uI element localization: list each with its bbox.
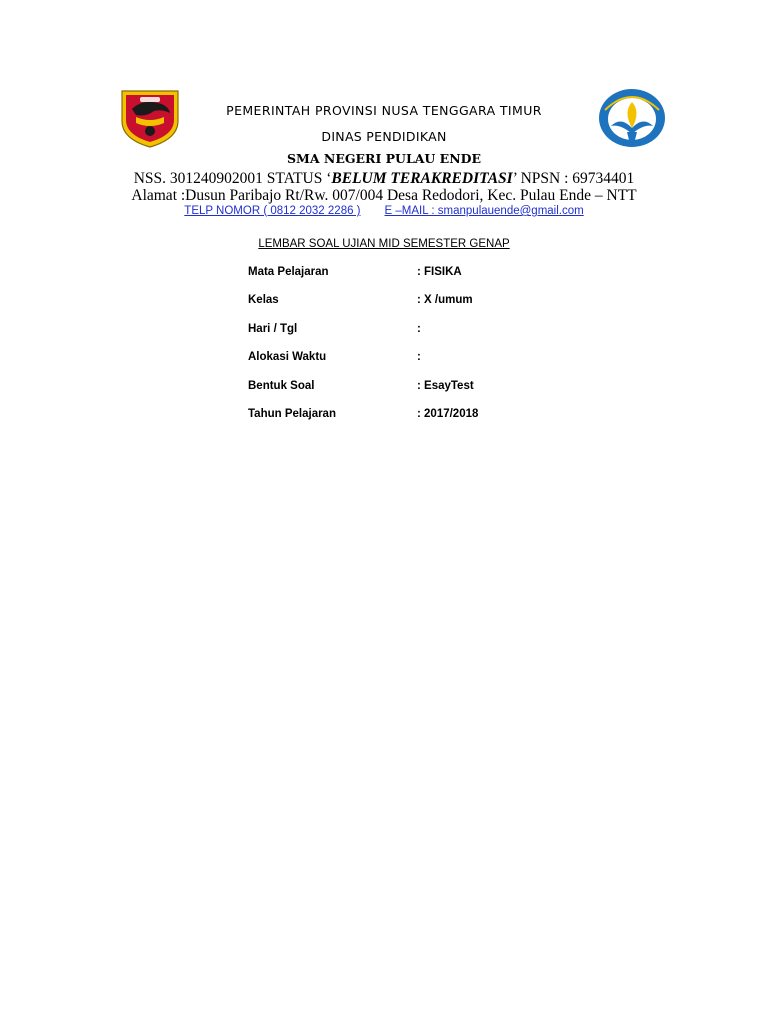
info-value: : EsayTest bbox=[417, 380, 474, 392]
info-value: : bbox=[417, 323, 421, 335]
phone-link[interactable]: TELP NOMOR ( 0812 2032 2286 ) bbox=[184, 205, 361, 217]
school-address: Alamat :Dusun Paribajo Rt/Rw. 007/004 Desa Redodori, Kec. Pulau Ende – NTT bbox=[131, 187, 637, 204]
contact-line bbox=[0, 205, 768, 217]
info-value: : X /umum bbox=[417, 294, 473, 306]
info-label: Bentuk Soal bbox=[248, 380, 315, 392]
email-link[interactable]: E –MAIL : smanpulauende@gmail.com bbox=[384, 205, 584, 217]
npsn-suffix: ’ NPSN : 69734401 bbox=[512, 170, 635, 187]
info-label: Hari / Tgl bbox=[248, 323, 298, 335]
info-label: Tahun Pelajaran bbox=[248, 408, 336, 420]
info-label: Alokasi Waktu bbox=[248, 351, 327, 363]
info-value: : bbox=[417, 351, 421, 363]
info-value: : 2017/2018 bbox=[417, 408, 479, 420]
info-value: : FISIKA bbox=[417, 266, 462, 278]
info-label: Mata Pelajaran bbox=[248, 266, 329, 278]
nss-prefix: NSS. 301240902001 STATUS ‘ bbox=[133, 170, 332, 187]
exam-sheet-title: LEMBAR SOAL UJIAN MID SEMESTER GENAP bbox=[258, 238, 510, 250]
info-label: Kelas bbox=[248, 294, 279, 306]
nss-status-line bbox=[0, 170, 768, 188]
accreditation-status: BELUM TERAKREDITASI bbox=[331, 170, 513, 187]
department-heading: DINAS PENDIDIKAN bbox=[321, 129, 447, 144]
school-name: SMA NEGERI PULAU ENDE bbox=[286, 151, 482, 166]
government-heading: PEMERINTAH PROVINSI NUSA TENGGARA TIMUR bbox=[226, 103, 542, 118]
